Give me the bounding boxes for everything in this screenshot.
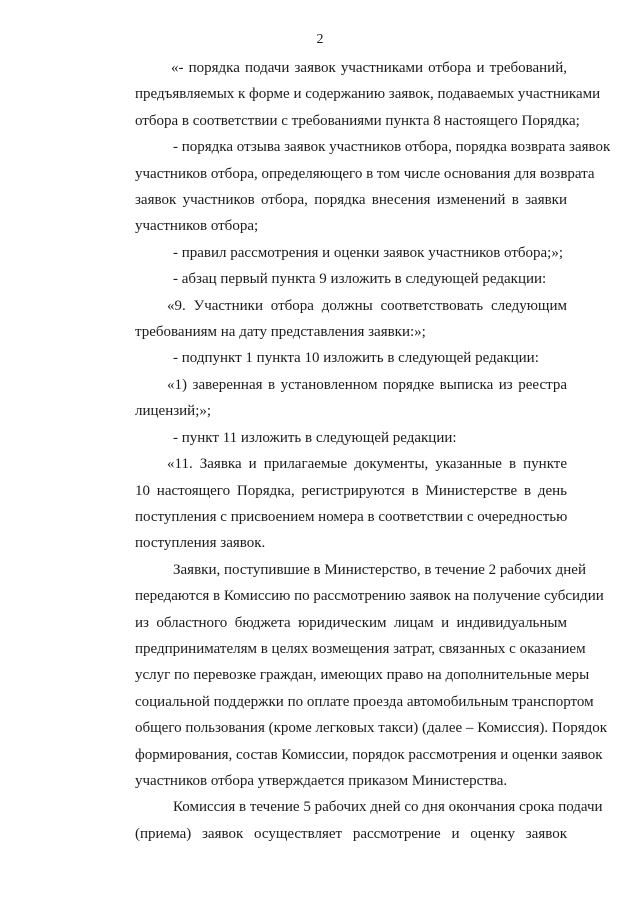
paragraph [99, 293, 567, 346]
text-line: заявок участников отбора, порядка внесения изменений в заявки [135, 192, 567, 209]
paragraph [99, 557, 608, 795]
text-line: поступления заявок. [135, 535, 266, 552]
text-line: - абзац первый пункта 9 изложить в следующей редакции: [173, 271, 547, 288]
text-line: отбора в соответствии с требованиями пункта 8 настоящего Порядка; [135, 112, 580, 129]
text-line: 10 настоящего Порядка, регистрируются в Министерстве в день [135, 482, 567, 499]
text-line: поступления с присвоением номера в соответствии с очередностью [135, 508, 568, 525]
text-line: лицензий;»; [135, 403, 212, 420]
text-line: передаются в Комиссию по рассмотрению заявок на получение субсидии [135, 588, 604, 605]
text-line: - подпункт 1 пункта 10 изложить в следующей редакции: [173, 350, 539, 367]
text-line: «11. Заявка и прилагаемые документы, указанные в пункте [167, 456, 567, 473]
paragraph [99, 425, 567, 451]
text-line: общего пользования (кроме легковых такси) (далее – Комиссия). Порядок [135, 720, 608, 737]
text-line: Комиссия в течение 5 рабочих дней со дня окончания срока подачи [173, 799, 603, 816]
paragraph [99, 134, 611, 240]
paragraph [99, 240, 567, 266]
text-line: участников отбора, определяющего в том числе основания для возврата [135, 165, 595, 182]
text-line: услуг по перевозке граждан, имеющих право на дополнительные меры [135, 667, 590, 684]
text-line: «9. Участники отбора должны соответствовать следующим [167, 297, 567, 314]
text-line: «- порядка подачи заявок участниками отбора и требований, [171, 60, 567, 76]
page-number: 2 [316, 32, 324, 47]
text-line: участников отбора; [135, 218, 259, 235]
text-line: предъявляемых к форме и содержанию заявок, подаваемых участниками [135, 86, 601, 103]
text-line: из областного бюджета юридическим лицам и индивидуальным [135, 614, 567, 631]
text-line: (приема) заявок осуществляет рассмотрение и оценку заявок [135, 825, 567, 842]
text-line: участников отбора утверждается приказом Министерства. [135, 772, 508, 789]
paragraph [99, 345, 567, 371]
document-body [99, 55, 611, 847]
text-line: требованиям на дату представления заявки:»; [135, 324, 426, 341]
text-line: «1) заверенная в установленном порядке выписка из реестра [167, 376, 567, 393]
text-line: Заявки, поступившие в Министерство, в течение 2 рабочих дней [173, 561, 586, 578]
text-line: - пункт 11 изложить в следующей редакции: [173, 429, 457, 446]
paragraph [99, 266, 567, 292]
text-line: предпринимателям в целях возмещения затрат, связанных с оказанием [135, 640, 586, 657]
paragraph [99, 794, 603, 847]
paragraph [99, 372, 567, 425]
text-line: - порядка отзыва заявок участников отбора, порядка возврата заявок [173, 139, 611, 156]
text-line: социальной поддержки по оплате проезда автомобильным транспортом [135, 693, 594, 710]
paragraph [99, 451, 567, 557]
text-line: - правил рассмотрения и оценки заявок участников отбора;»; [173, 244, 564, 261]
paragraph [99, 55, 601, 134]
text-line: формирования, состав Комиссии, порядок рассмотрения и оценки заявок [135, 746, 603, 763]
